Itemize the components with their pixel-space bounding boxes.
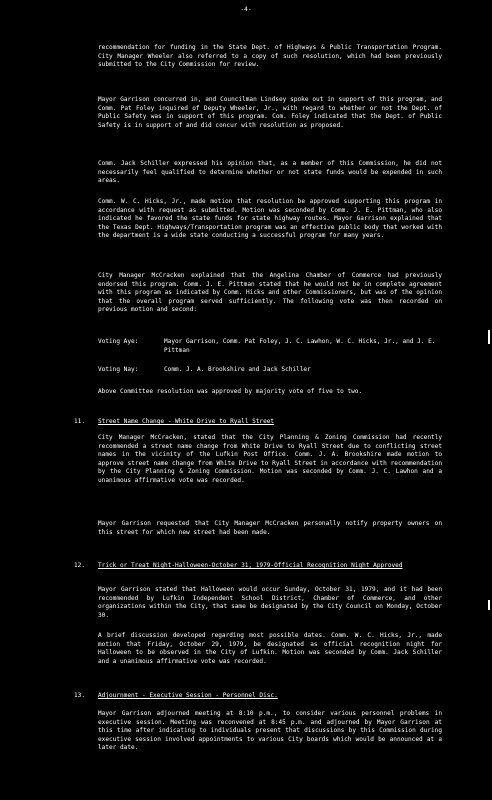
paragraph: Comm. Jack Schiller expressed his opinion that, as a member of this Commission, he did not necessarily feel qualified to determine whether or not state funds would be expended in such areas. [98, 160, 442, 185]
agenda-item-heading [74, 692, 454, 701]
page-number: -4- [240, 6, 252, 13]
paragraph: recommendation for funding in the State Dept. of Highways & Public Transportation Program. City Manager Wheeler also referred to a copy of such resolution, which had been previously submitted to the City Commission for review. [98, 44, 442, 69]
vote-value: Comm. J. A. Brookshire and Jack Schiller [164, 366, 311, 373]
scan-edge-mark [488, 600, 490, 610]
item-title: Street Name Change - White Drive to Ryall Street [98, 418, 275, 425]
paragraph: Mayor Garrison adjourned meeting at 8:10 p.m., to consider various personnel problems in executive session. Meeting was reconvened at 8:45 p.m. and adjourned by Mayor Garrison at this time after indicating to individuals present that discussions by this Commission during executive session involved appointments to various City boards which would be announced at a later date. [98, 710, 442, 752]
paragraph: City Manager McCracken explained that the Angelina Chamber of Commerce had previously endorsed this program. Comm. J. E. Pittman stated that he would not be in complete agreement with this program as indicated by Comm. Hicks and other Commissioners, but was of the opinion that the overall program served sufficiently. The following vote was then recorded on previous motion and second: [98, 272, 442, 314]
item-number: 13. [74, 692, 86, 699]
item-title: Trick or Treat Night-Halloween-October 31, 1979-Official Recognition Night Approved [98, 562, 403, 569]
paragraph: Mayor Garrison concurred in, and Councilman Lindsey spoke out in support of this program, and Comm. Pat Foley inquired of Deputy Wheeler, Jr., with regard to whether or not the Dept. of Public Safety was in support of this program. Com. Foley indicated that the Dept. of Public Safety is in support of and did concur with resolution as proposed. [98, 96, 442, 129]
item-number: 11. [74, 418, 86, 425]
agenda-item-heading [74, 418, 454, 427]
scan-edge-mark [488, 330, 490, 344]
paragraph: A brief discussion developed regarding most possible dates. Comm. W. C. Hicks, Jr., made motion that Friday, October 29, 1979, be designated as official recognition night for Halloween to be observed in the City of Lufkin. Motion was seconded by Comm. Jack Schiller and a unanimous affirmative vote was recorded. [98, 632, 442, 665]
vote-label: Voting Aye: [98, 338, 139, 345]
paragraph: Comm. W. C. Hicks, Jr., made motion that resolution be approved supporting this program in accordance with request as submitted. Motion was seconded by Comm. J. E. Pittman, who also indicated he favored the state funds for state highway routes. Mayor Garrison explained that the Texas Dept. Highways/Transportation program was an effective public body that worked with the department is a wide state conducting a successful program for many years. [98, 198, 442, 240]
vote-line [98, 366, 450, 375]
paragraph: Mayor Garrison stated that Halloween would occur Sunday, October 31, 1979, and it had been recommended by Lufkin Independent School District, Chamber of Commerce, and other organizations within the City, that same be designated by the City Council on Monday, October 30. [98, 586, 442, 619]
paragraph: City Manager McCracken, stated that the City Planning & Zoning Commission had recently recommended a street name change from White Drive to Ryall Street due to conflicting street names in the vicinity of the Lufkin Post Office. Comm. J. A. Brookshire made motion to approve street name change from White Drive to Ryall Street in accordance with recommendation by the City Planning & Zoning Commission. Motion was seconded by Comm. J. C. Lawhon and a unanimous affirmative vote was recorded. [98, 434, 442, 484]
motion-result: Above Committee resolution was approved by majority vote of five to two. [98, 388, 363, 395]
item-number: 12. [74, 562, 86, 569]
item-title: Adjournment - Executive Session - Personnel Disc. [98, 692, 278, 699]
vote-label: Voting Nay: [98, 366, 139, 373]
paragraph: Mayor Garrison requested that City Manager McCracken personally notify property owners on this street for which new street had been made. [98, 520, 442, 536]
agenda-item-heading [74, 562, 454, 571]
vote-line [98, 338, 450, 355]
vote-value: Mayor Garrison, Comm. Pat Foley, J. C. Lawhon, W. C. Hicks, Jr., and J. E. Pittman [164, 338, 436, 354]
